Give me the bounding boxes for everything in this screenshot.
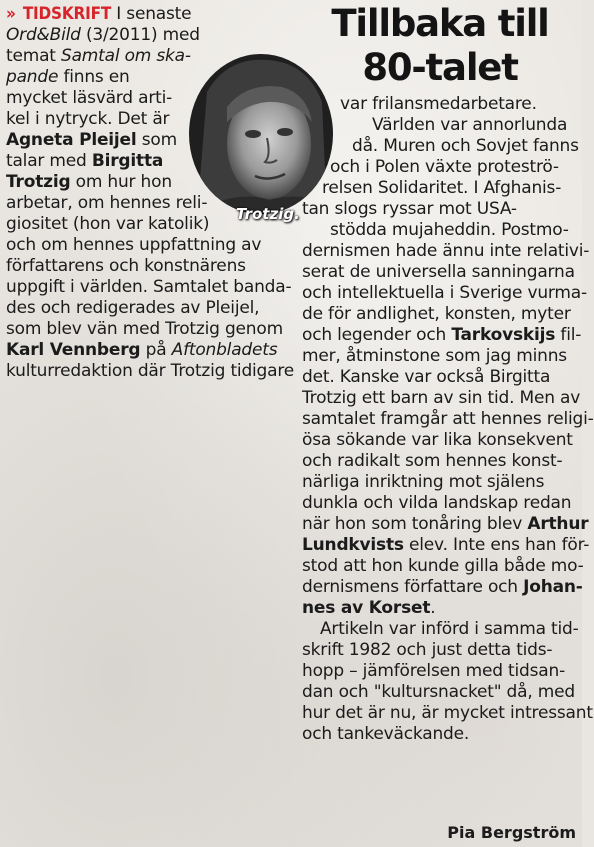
name-agneta-pleijel: Agneta Pleijel [6,130,137,150]
text-line: närliga inriktning mot själens [302,472,545,492]
text-line: och om hennes uppfattning av [6,235,262,255]
text-line [6,25,294,46]
text-line [302,598,578,619]
article-headline [300,2,580,90]
text-line [302,535,590,556]
text-line: arbetar, om hennes reli- [6,193,208,213]
text-line [6,340,294,361]
text-fragment: när hon som tonåring blev [302,514,523,534]
text-line: mer, åtminstone som jag minns [302,346,567,366]
name-nes-av-korset: nes av Korset [302,598,431,618]
text-fragment: . [430,598,436,618]
name-birgitta: Birgitta [91,151,164,171]
text-line: dernismen hade ännu inte relativi- [302,241,590,261]
theme-title-cont: pande [6,67,59,87]
text-line [6,46,294,67]
text-line: kulturredaktion där Trotzig tidigare [6,361,295,381]
author-byline: Pia Bergström [447,823,576,842]
text-line: samtalet framgår att hennes religi- [302,409,594,429]
text-line: stödda mujaheddin. Postmo- [330,220,569,240]
headline-line-1: Tillbaka till [331,2,549,45]
text-fragment: om hur hon [75,172,172,192]
text-line: Trotzig ett barn av sin tid. Men av [302,388,581,408]
text-line: serat de universella sanningarna [302,262,575,282]
text-line: skrift 1982 och just detta tids- [302,640,553,660]
text-line: mycket läsvärd arti- [6,88,173,108]
text-line: Världen var annorlunda [372,115,568,135]
text-fragment: (3/2011) med [85,25,200,45]
text-line: då. Muren och Sovjet fanns [352,136,579,156]
text-fragment: på [145,340,167,360]
name-trotzig: Trotzig [6,172,71,192]
text-line: uppgift i världen. Samtalet banda- [6,277,292,297]
text-fragment: elev. Inte ens han för- [409,535,590,555]
name-johan: Johan- [523,577,583,597]
text-line: dan och "kultursnacket" då, med [302,682,575,702]
name-tarkovskijs: Tarkovskijs [451,325,556,345]
text-line: giositet (hon var katolik) [6,214,210,234]
text-line: des och redigerades av Pleijel, [6,298,260,318]
text-line [6,4,294,25]
text-line [6,130,294,151]
text-line: kel i nytryck. Det är [6,109,170,129]
text-line [6,67,294,88]
headline-line-2: 80-talet [362,46,518,89]
section-kicker [6,4,111,24]
kicker-arrows: » [6,4,16,24]
name-arthur: Arthur [527,514,589,534]
right-column [302,94,594,745]
text-fragment: talar med [6,151,87,171]
newspaper-name: Aftonbladets [171,340,278,360]
name-lundkvists: Lundkvists [302,535,404,555]
text-fragment: I senaste [116,4,192,24]
text-line [302,577,583,598]
text-line: tan slogs ryssar mot USA- [302,199,517,219]
text-line: det. Kanske var också Birgitta [302,367,551,387]
text-line: relsen Solidaritet. I Afghanis- [322,178,562,198]
kicker-label: TIDSKRIFT [22,4,112,24]
text-line [302,325,582,346]
text-fragment: och legender och [302,325,447,345]
text-line: var frilansmedarbetare. [340,94,537,114]
name-karl-vennberg: Karl Vennberg [6,340,141,360]
text-line: som blev vän med Trotzig genom [6,319,283,339]
text-fragment: dernismens författare och [302,577,518,597]
text-line: de för andlighet, konsten, myter [302,304,571,324]
text-fragment: temat [6,46,56,66]
text-line: Artikeln var införd i samma tid- [320,619,579,639]
photo-caption: Trotzig. [236,205,300,223]
text-line: och i Polen växte proteströ- [330,157,559,177]
text-line: och radikalt som hennes konst- [302,451,563,471]
text-fragment: finns en [63,67,130,87]
text-line [302,514,589,535]
text-line: hur det är nu, är mycket intressant [302,703,593,723]
magazine-title: Ord&Bild [6,25,81,45]
text-line: och tankeväckande. [302,724,470,744]
text-line [6,151,294,172]
text-fragment: fil- [560,325,582,345]
text-fragment: som [141,130,177,150]
theme-title: Samtal om ska- [61,46,191,66]
text-line: hopp – jämförelsen med tidsan- [302,661,566,681]
text-line: författarens och konstnärens [6,256,246,276]
text-line: dunkla och vilda landskap redan [302,493,572,513]
text-line: ösa sökande var lika konsekvent [302,430,573,450]
text-line: stod att hon kunde gilla både mo- [302,556,584,576]
left-column [6,4,294,382]
text-line [6,172,294,193]
text-line: och intellektuella i Sverige vurma- [302,283,587,303]
